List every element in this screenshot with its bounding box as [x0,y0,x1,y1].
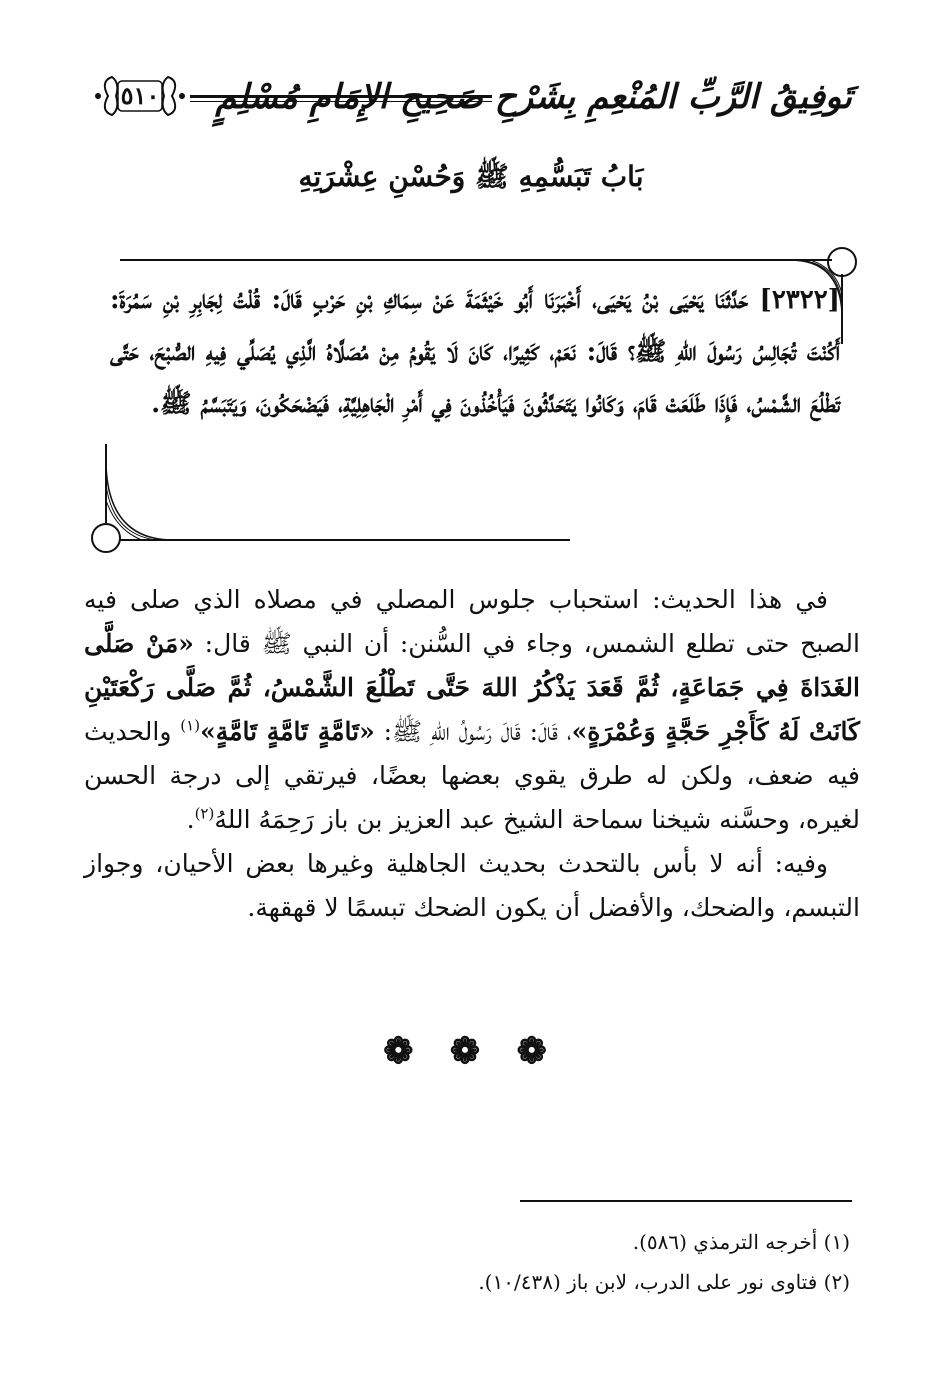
chapter-title: بَابُ تَبَسُّمِهِ ﷺ وَحُسْنِ عِشْرَتِهِ [298,160,644,193]
footnote-item: (١) أخرجه الترمذي (٥٨٦). [632,1230,850,1254]
footnote-ref: (٢) [194,804,215,823]
footnote-item: (٢) فتاوى نور على الدرب، لابن باز (١٠/٤٣٨). [478,1270,850,1294]
footnotes [84,1222,850,1302]
page-header [90,62,852,132]
footnote-rule [520,1200,852,1202]
hadith-quote: «تَامَّةٍ تَامَّةٍ تَامَّةٍ» [200,717,375,746]
page-number: ٥١٠ [120,81,160,110]
hadith-text [110,274,840,430]
commentary-text: ، قَالَ: قَالَ رَسُولُ اللهِ ﷺ: [374,717,572,746]
commentary-paragraph [84,578,860,842]
commentary [84,578,860,930]
book-title: تَوفِيقُ الرَّبِّ المُنْعِمِ بِشَرْحِ صَحِيحِ الإِمَامِ مُسْلِمٍ [215,77,852,117]
hadith-quote: «مَنْ صَلَّى الغَدَاةَ فِي جَمَاعَةٍ، ثُمَّ قَعَدَ يَذْكُرُ اللهَ حَتَّى تَطْلُعَ الشَّمْسُ، ثُمَّ صَلَّى رَكْعَتَيْنِ كَانَتْ لَهُ كَأَجْرِ حَجَّةٍ وَعُمْرَةٍ» [84,629,860,746]
page-number-badge [90,71,190,121]
commentary-paragraph: وفيه: أنه لا بأس بالتحدث بحديث الجاهلية وغيرها بعض الأحيان، وجواز التبسم، والضحك، والأفضل أن يكون الضحك تبسمًا لا قهقهة. [84,849,860,922]
section-separator: ❁ ❁ ❁ [383,1030,559,1072]
hadith-body: حَدَّثَنَا يَحْيَى بْنُ يَحْيَى، أَخْبَرَنَا أَبُو خَيْثَمَةَ عَنْ سِمَاكِ بْنِ حَرْبٍ قَالَ: قُلْتُ لِجَابِرِ بْنِ سَمُرَةَ: أَكُنْتَ تُجَالِسُ رَسُولَ اللهِ ﷺ؟ قَالَ: نَعَمْ، كَثِيرًا، كَانَ لَا يَقُومُ مِنْ مُصَلَّاهُ الَّذِي يُصَلِّي فِيهِ الصُّبْحَ، حَتَّى تَطْلُعَ الشَّمْسُ، فَإِذَا طَلَعَتْ قَامَ، وَكَانُوا يَتَحَدَّثُونَ فَيَأْخُذُونَ فِي أَمْرِ الْجَاهِلِيَّةِ، فَيَضْحَكُونَ، وَيَتَبَسَّمُ ﷺ. [110,285,840,419]
commentary-text: والحديث فيه ضعف، ولكن له طرق يقوي بعضها بعضًا، فيرتقي إلى درجة الحسن لغيره، وحسَّنه شيخنا سماحة الشيخ عبد العزيز بن باز رَحِمَهُ اللهُ [84,717,860,834]
commentary-text: . [186,805,195,834]
commentary-text: في هذا الحديث: استحباب جلوس المصلي في مصلاه الذي صلى فيه الصبح حتى تطلع الشمس، وجاء في السُّنن: أن النبي ﷺ قال: [84,585,860,658]
footnote-ref: (١) [180,716,201,735]
hadith-number: [٢٣٢٢] [759,285,840,315]
